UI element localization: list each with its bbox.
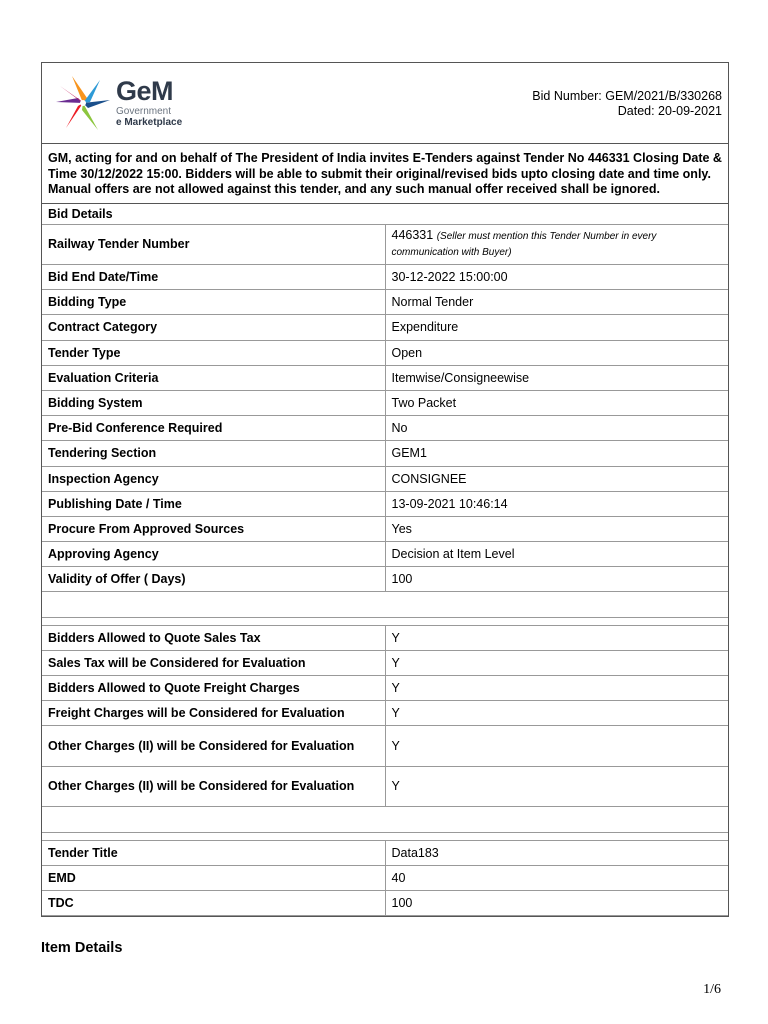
row-value <box>385 224 728 265</box>
bid-document-frame <box>41 62 729 917</box>
row-label: Contract Category <box>42 315 385 340</box>
row-label: Inspection Agency <box>42 466 385 491</box>
row-value: Open <box>385 340 728 365</box>
table-row <box>42 416 728 441</box>
row-label: Evaluation Criteria <box>42 365 385 390</box>
row-value: 30-12-2022 15:00:00 <box>385 265 728 290</box>
table-row <box>42 466 728 491</box>
row-value: 100 <box>385 890 728 915</box>
bid-dated: Dated: 20-09-2021 <box>617 104 722 118</box>
bid-number: Bid Number: GEM/2021/B/330268 <box>532 89 722 103</box>
row-label: Pre-Bid Conference Required <box>42 416 385 441</box>
row-label: Publishing Date / Time <box>42 491 385 516</box>
document-header <box>42 63 728 144</box>
row-value: 40 <box>385 865 728 890</box>
table-row <box>42 491 728 516</box>
row-label: TDC <box>42 890 385 915</box>
row-label: Tender Title <box>42 840 385 865</box>
row-label: Procure From Approved Sources <box>42 516 385 541</box>
table-row <box>42 224 728 265</box>
table-row <box>42 542 728 567</box>
gem-logo <box>54 72 182 134</box>
table-row <box>42 650 728 675</box>
spacer-row <box>42 617 728 625</box>
table-row <box>42 390 728 415</box>
table-row <box>42 365 728 390</box>
table-row <box>42 726 728 767</box>
table-row <box>42 701 728 726</box>
railway-tender-number: 446331 <box>391 228 434 243</box>
row-value: Y <box>385 726 728 767</box>
row-label: Bidders Allowed to Quote Sales Tax <box>42 625 385 650</box>
row-value: No <box>385 416 728 441</box>
railway-tender-note: (Seller must mention this Tender Number in every communication with Buyer) <box>391 231 657 259</box>
logo-brand: GeM <box>116 76 174 106</box>
row-value: Y <box>385 701 728 726</box>
table-row <box>42 625 728 650</box>
row-value: Data183 <box>385 840 728 865</box>
row-label: Railway Tender Number <box>42 224 385 265</box>
table-row <box>42 840 728 865</box>
bid-info <box>532 89 722 119</box>
row-value: Itemwise/Consigneewise <box>385 365 728 390</box>
row-value: Y <box>385 650 728 675</box>
row-value: Y <box>385 766 728 807</box>
row-label: EMD <box>42 865 385 890</box>
row-value: Normal Tender <box>385 290 728 315</box>
gem-star-icon <box>54 72 112 134</box>
table-row <box>42 676 728 701</box>
row-label: Other Charges (II) will be Considered for Evaluation <box>42 726 385 767</box>
row-label: Validity of Offer ( Days) <box>42 567 385 592</box>
table-row <box>42 516 728 541</box>
row-value: Decision at Item Level <box>385 542 728 567</box>
tender-intro: GM, acting for and on behalf of The President of India invites E-Tenders against Tender No 446331 Closing Date & Time 30/12/2022 15:00. Bidders will be able to submit their original/revised bids upto closing date and time only. Manual offers are not allowed against this tender, and any such manual offer received shall be ignored. <box>42 144 728 204</box>
row-label: Bidders Allowed to Quote Freight Charges <box>42 676 385 701</box>
row-value: CONSIGNEE <box>385 466 728 491</box>
table-row <box>42 441 728 466</box>
row-value: 100 <box>385 567 728 592</box>
row-label: Tendering Section <box>42 441 385 466</box>
row-value: Yes <box>385 516 728 541</box>
bid-details-table <box>42 204 728 917</box>
row-label: Other Charges (II) will be Considered for Evaluation <box>42 766 385 807</box>
empty-row <box>42 807 728 832</box>
table-row <box>42 567 728 592</box>
row-label: Freight Charges will be Considered for Evaluation <box>42 701 385 726</box>
table-row <box>42 265 728 290</box>
row-value: Two Packet <box>385 390 728 415</box>
table-row <box>42 290 728 315</box>
table-row <box>42 315 728 340</box>
empty-row <box>42 592 728 617</box>
logo-line-1: Government <box>116 106 172 117</box>
row-value: 13-09-2021 10:46:14 <box>385 491 728 516</box>
row-value: Y <box>385 676 728 701</box>
logo-line-2: e Marketplace <box>116 117 183 128</box>
table-row <box>42 766 728 807</box>
row-label: Bidding Type <box>42 290 385 315</box>
table-row <box>42 865 728 890</box>
table-row <box>42 890 728 915</box>
page-number: 1/6 <box>703 982 721 997</box>
row-value: Expenditure <box>385 315 728 340</box>
spacer-row <box>42 832 728 840</box>
row-label: Approving Agency <box>42 542 385 567</box>
item-details-heading: Item Details <box>41 940 123 956</box>
row-label: Bid End Date/Time <box>42 265 385 290</box>
row-label: Sales Tax will be Considered for Evaluation <box>42 650 385 675</box>
bid-details-heading: Bid Details <box>42 204 728 225</box>
table-row <box>42 340 728 365</box>
row-value: Y <box>385 625 728 650</box>
row-value: GEM1 <box>385 441 728 466</box>
row-label: Tender Type <box>42 340 385 365</box>
row-label: Bidding System <box>42 390 385 415</box>
